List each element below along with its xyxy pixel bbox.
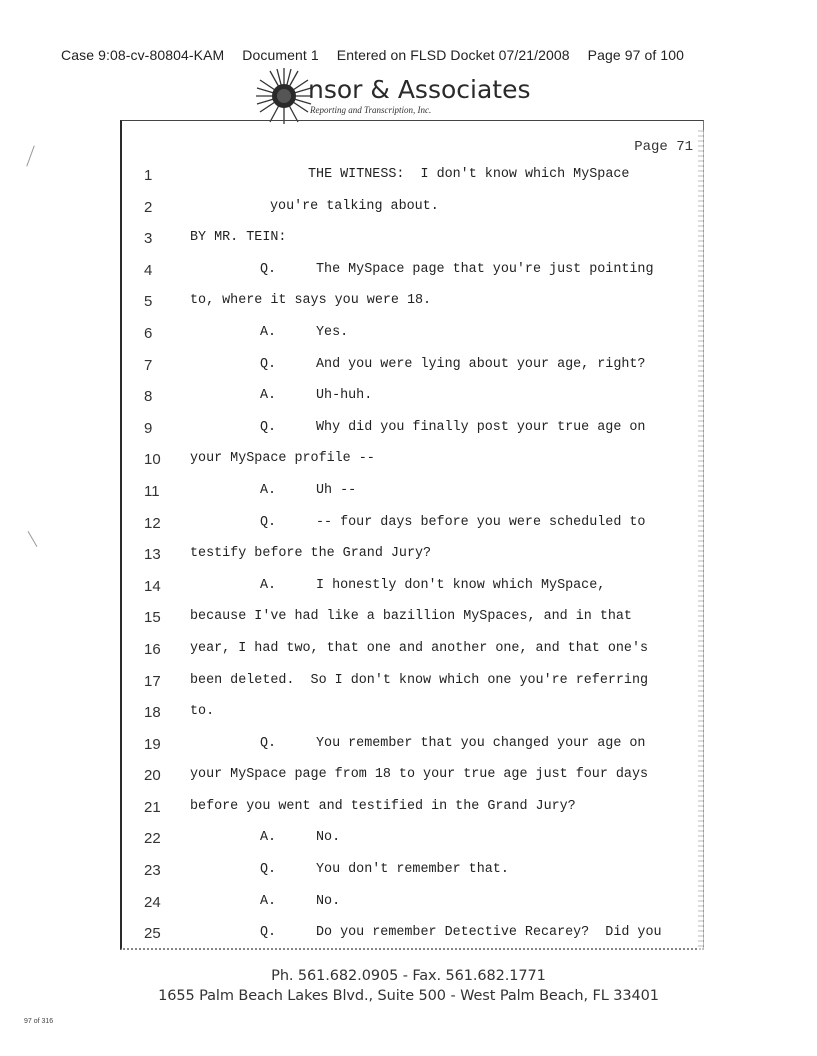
- transcript-line: [122, 258, 703, 290]
- footer-phone: Ph. 561.682.0905 - Fax. 561.682.1771: [271, 968, 546, 984]
- line-number: 9: [144, 419, 153, 437]
- line-text: [190, 230, 286, 245]
- line-number: 16: [144, 640, 161, 658]
- line-number: 20: [144, 767, 161, 785]
- transcript-line: [122, 826, 703, 858]
- qa-marker: A.: [260, 577, 277, 593]
- transcript-line: [122, 637, 703, 669]
- line-content: No.: [316, 830, 341, 846]
- line-text: [260, 483, 356, 498]
- line-number: 23: [144, 862, 161, 880]
- line-number: 12: [144, 514, 161, 532]
- page-counter: 97 of 316: [24, 1018, 54, 1025]
- transcript-line: [122, 321, 703, 353]
- transcript-line: [122, 416, 703, 448]
- line-number: 7: [144, 356, 153, 374]
- line-number: 18: [144, 704, 161, 722]
- transcript-lines: [122, 163, 703, 953]
- transcript-page: [120, 120, 704, 950]
- line-text: [260, 830, 340, 845]
- transcript-line: [122, 574, 703, 606]
- company-tagline: Reporting and Transcription, Inc.: [310, 105, 432, 115]
- line-text: [308, 167, 629, 182]
- docket-entry: Entered on FLSD Docket 07/21/2008: [336, 47, 570, 63]
- line-text: [190, 767, 648, 782]
- qa-marker: Q.: [260, 356, 277, 372]
- company-logo: [254, 66, 564, 126]
- transcript-line: [122, 858, 703, 890]
- line-text: [190, 451, 375, 466]
- qa-marker: Q.: [260, 514, 277, 530]
- transcript-line: [122, 289, 703, 321]
- page-of: Page 97 of 100: [587, 47, 685, 63]
- transcript-line: [122, 479, 703, 511]
- qa-marker: Q.: [260, 925, 277, 941]
- line-number: 2: [144, 198, 153, 216]
- transcript-line: [122, 732, 703, 764]
- sunburst-logo-icon: [254, 66, 314, 126]
- company-name: nsor & Associates: [308, 75, 531, 104]
- qa-marker: Q.: [260, 862, 277, 878]
- line-text: [260, 325, 348, 340]
- transcript-line: [122, 542, 703, 574]
- transcript-line: [122, 511, 703, 543]
- line-number: 15: [144, 609, 161, 627]
- line-text: [260, 894, 340, 909]
- line-text: [260, 262, 654, 277]
- line-text: [190, 293, 431, 308]
- qa-marker: Q.: [260, 735, 277, 751]
- line-number: 25: [144, 925, 161, 943]
- case-number: Case 9:08-cv-80804-KAM: [61, 47, 225, 63]
- line-content: THE WITNESS: I don't know which MySpace: [308, 167, 630, 182]
- qa-marker: Q.: [260, 419, 277, 435]
- line-content: Do you remember Detective Recarey? Did you: [316, 925, 662, 941]
- line-number: 5: [144, 293, 153, 311]
- transcript-line: [122, 921, 703, 953]
- line-number: 8: [144, 388, 153, 406]
- line-content: because I've had like a bazillion MySpaces, and in that: [190, 609, 632, 625]
- line-number: 11: [144, 482, 160, 500]
- line-text: [260, 925, 662, 940]
- line-number: 10: [144, 451, 161, 469]
- qa-marker: Q.: [260, 261, 277, 277]
- line-content: Why did you finally post your true age on: [316, 419, 646, 435]
- margin-mark: [28, 531, 38, 547]
- line-content: No.: [316, 893, 341, 909]
- transcript-line: [122, 700, 703, 732]
- line-text: [190, 799, 576, 814]
- line-content: your MySpace page from 18 to your true age just four days: [190, 767, 649, 783]
- line-content: before you went and testified in the Grand Jury?: [190, 798, 576, 814]
- line-text: [260, 357, 645, 372]
- line-text: [260, 578, 605, 593]
- line-text: [270, 199, 439, 214]
- line-text: [190, 704, 214, 719]
- line-number: 6: [144, 324, 153, 342]
- qa-marker: A.: [260, 893, 277, 909]
- transcript-line: [122, 195, 703, 227]
- line-number: 4: [144, 261, 153, 279]
- line-number: 3: [144, 230, 153, 248]
- scan-edge-artifact: [698, 130, 704, 950]
- footer-address: 1655 Palm Beach Lakes Blvd., Suite 500 - West Palm Beach, FL 33401: [158, 988, 659, 1004]
- line-content: I honestly don't know which MySpace,: [316, 577, 606, 593]
- line-text: [190, 609, 632, 624]
- line-content: The MySpace page that you're just pointing: [316, 261, 654, 277]
- line-content: to.: [190, 704, 215, 720]
- qa-marker: A.: [260, 482, 277, 498]
- line-number: 17: [144, 672, 161, 690]
- transcript-line: [122, 226, 703, 258]
- line-text: [260, 736, 645, 751]
- line-content: testify before the Grand Jury?: [190, 546, 432, 562]
- line-text: [260, 515, 645, 530]
- line-number: 22: [144, 830, 161, 848]
- qa-marker: A.: [260, 324, 277, 340]
- line-number: 24: [144, 893, 161, 911]
- line-number: 21: [144, 798, 161, 816]
- qa-marker: A.: [260, 388, 277, 404]
- transcript-line: [122, 447, 703, 479]
- qa-marker: A.: [260, 830, 277, 846]
- line-text: [260, 388, 372, 403]
- line-content: Yes.: [316, 324, 349, 340]
- line-content: You don't remember that.: [316, 862, 509, 878]
- transcript-line: [122, 605, 703, 637]
- line-content: BY MR. TEIN:: [190, 230, 287, 246]
- line-text: [190, 546, 431, 561]
- line-content: And you were lying about your age, right?: [316, 356, 646, 372]
- transcript-page-number: Page 71: [634, 139, 693, 155]
- transcript-line: [122, 795, 703, 827]
- line-content: You remember that you changed your age on: [316, 735, 646, 751]
- transcript-line: [122, 890, 703, 922]
- transcript-line: [122, 353, 703, 385]
- transcript-line: [122, 163, 703, 195]
- line-content: Uh --: [316, 482, 357, 498]
- line-number: 13: [144, 546, 161, 564]
- line-content: to, where it says you were 18.: [190, 293, 432, 309]
- line-number: 1: [144, 167, 153, 184]
- line-content: year, I had two, that one and another one, and that one's: [190, 640, 649, 656]
- line-text: [190, 673, 648, 688]
- line-number: 19: [144, 735, 161, 753]
- line-text: [190, 641, 648, 656]
- line-number: 14: [144, 577, 161, 595]
- transcript-line: [122, 763, 703, 795]
- line-text: [260, 862, 509, 877]
- line-text: [260, 420, 645, 435]
- line-content: Uh-huh.: [316, 388, 373, 404]
- transcript-line: [122, 384, 703, 416]
- document-number: Document 1: [242, 47, 319, 63]
- line-content: -- four days before you were scheduled to: [316, 514, 646, 530]
- line-content: you're talking about.: [270, 198, 439, 214]
- margin-mark: [26, 145, 34, 166]
- line-content: your MySpace profile --: [190, 451, 375, 467]
- court-header: [61, 47, 684, 63]
- transcript-line: [122, 669, 703, 701]
- line-content: been deleted. So I don't know which one you're referring: [190, 672, 649, 688]
